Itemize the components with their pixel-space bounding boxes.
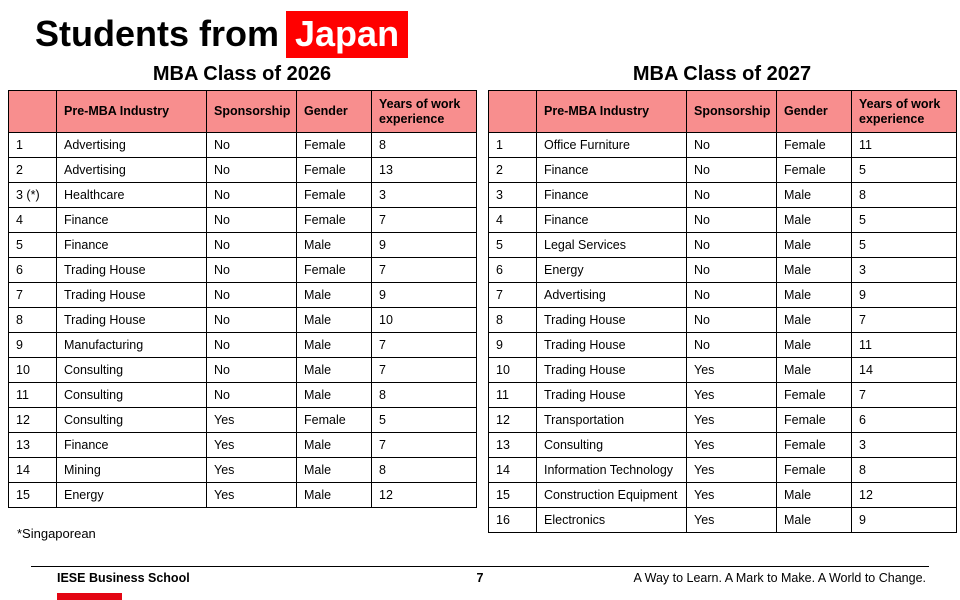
experience-cell: 13: [372, 158, 477, 183]
sponsorship-cell: Yes: [687, 483, 777, 508]
table-row: [489, 283, 957, 308]
students-table-2027: [488, 90, 957, 533]
table-caption-2027: MBA Class of 2027: [632, 63, 812, 85]
iese-logo: [57, 593, 122, 600]
table-row: [9, 258, 477, 283]
experience-cell: 5: [852, 158, 957, 183]
sponsorship-cell: Yes: [687, 508, 777, 533]
column-header: Pre-MBA Industry: [537, 91, 687, 133]
table-row: [489, 383, 957, 408]
gender-cell: Male: [777, 183, 852, 208]
column-header: [489, 91, 537, 133]
industry-cell: Consulting: [57, 383, 207, 408]
experience-cell: 8: [372, 383, 477, 408]
sponsorship-cell: No: [687, 333, 777, 358]
gender-cell: Male: [297, 333, 372, 358]
experience-cell: 8: [372, 133, 477, 158]
sponsorship-cell: No: [207, 158, 297, 183]
table-row: [9, 408, 477, 433]
footer-organization: IESE Business School: [57, 571, 190, 585]
gender-cell: Male: [297, 358, 372, 383]
row-number-cell: 9: [489, 333, 537, 358]
sponsorship-cell: No: [207, 383, 297, 408]
gender-cell: Male: [777, 283, 852, 308]
sponsorship-cell: No: [687, 308, 777, 333]
sponsorship-cell: No: [207, 233, 297, 258]
row-number-cell: 10: [489, 358, 537, 383]
column-header: Sponsorship: [207, 91, 297, 133]
experience-cell: 11: [852, 133, 957, 158]
industry-cell: Trading House: [57, 283, 207, 308]
row-number-cell: 1: [489, 133, 537, 158]
sponsorship-cell: No: [687, 183, 777, 208]
gender-cell: Male: [297, 483, 372, 508]
table-row: [9, 308, 477, 333]
row-number-cell: 2: [9, 158, 57, 183]
sponsorship-cell: Yes: [207, 458, 297, 483]
experience-cell: 7: [852, 383, 957, 408]
experience-cell: 7: [372, 333, 477, 358]
row-number-cell: 4: [9, 208, 57, 233]
gender-cell: Male: [777, 233, 852, 258]
industry-cell: Mining: [57, 458, 207, 483]
sponsorship-cell: No: [207, 308, 297, 333]
gender-cell: Female: [777, 383, 852, 408]
row-number-cell: 13: [489, 433, 537, 458]
experience-cell: 5: [852, 208, 957, 233]
industry-cell: Trading House: [537, 333, 687, 358]
column-header: [9, 91, 57, 133]
industry-cell: Trading House: [57, 308, 207, 333]
industry-cell: Trading House: [537, 383, 687, 408]
table-row: [489, 508, 957, 533]
table-row: [9, 183, 477, 208]
industry-cell: Information Technology: [537, 458, 687, 483]
row-number-cell: 3: [489, 183, 537, 208]
table-row: [9, 358, 477, 383]
sponsorship-cell: No: [687, 258, 777, 283]
gender-cell: Male: [297, 308, 372, 333]
row-number-cell: 5: [9, 233, 57, 258]
table-row: [9, 283, 477, 308]
row-number-cell: 3 (*): [9, 183, 57, 208]
gender-cell: Male: [297, 233, 372, 258]
gender-cell: Female: [777, 133, 852, 158]
sponsorship-cell: No: [207, 333, 297, 358]
experience-cell: 10: [372, 308, 477, 333]
sponsorship-cell: Yes: [207, 433, 297, 458]
table-row: [489, 158, 957, 183]
industry-cell: Advertising: [537, 283, 687, 308]
row-number-cell: 11: [489, 383, 537, 408]
experience-cell: 7: [372, 433, 477, 458]
column-header: Gender: [777, 91, 852, 133]
industry-cell: Finance: [57, 433, 207, 458]
row-number-cell: 12: [489, 408, 537, 433]
experience-cell: 14: [852, 358, 957, 383]
gender-cell: Male: [777, 258, 852, 283]
row-number-cell: 8: [9, 308, 57, 333]
row-number-cell: 8: [489, 308, 537, 333]
table-row: [489, 333, 957, 358]
industry-cell: Office Furniture: [537, 133, 687, 158]
experience-cell: 9: [372, 233, 477, 258]
row-number-cell: 15: [489, 483, 537, 508]
footnote: *Singaporean: [17, 526, 96, 541]
table-row: [9, 133, 477, 158]
row-number-cell: 6: [9, 258, 57, 283]
industry-cell: Advertising: [57, 133, 207, 158]
gender-cell: Male: [777, 358, 852, 383]
industry-cell: Consulting: [57, 358, 207, 383]
table-row: [9, 158, 477, 183]
industry-cell: Consulting: [57, 408, 207, 433]
sponsorship-cell: No: [687, 283, 777, 308]
sponsorship-cell: Yes: [687, 358, 777, 383]
gender-cell: Female: [777, 458, 852, 483]
table-row: [489, 483, 957, 508]
gender-cell: Female: [297, 133, 372, 158]
industry-cell: Trading House: [537, 308, 687, 333]
gender-cell: Male: [297, 433, 372, 458]
gender-cell: Female: [777, 408, 852, 433]
column-header: Pre-MBA Industry: [57, 91, 207, 133]
row-number-cell: 11: [9, 383, 57, 408]
sponsorship-cell: No: [207, 258, 297, 283]
table-row: [489, 233, 957, 258]
industry-cell: Healthcare: [57, 183, 207, 208]
experience-cell: 8: [852, 458, 957, 483]
table-row: [9, 333, 477, 358]
table-row: [9, 233, 477, 258]
row-number-cell: 15: [9, 483, 57, 508]
industry-cell: Legal Services: [537, 233, 687, 258]
industry-cell: Finance: [57, 208, 207, 233]
gender-cell: Male: [297, 383, 372, 408]
row-number-cell: 7: [9, 283, 57, 308]
experience-cell: 12: [852, 483, 957, 508]
experience-cell: 11: [852, 333, 957, 358]
industry-cell: Manufacturing: [57, 333, 207, 358]
gender-cell: Male: [777, 333, 852, 358]
industry-cell: Finance: [537, 158, 687, 183]
table-caption-2026: MBA Class of 2026: [152, 63, 332, 85]
industry-cell: Trading House: [57, 258, 207, 283]
column-header: Gender: [297, 91, 372, 133]
table-row: [489, 433, 957, 458]
row-number-cell: 16: [489, 508, 537, 533]
table-row: [489, 408, 957, 433]
table-row: [489, 308, 957, 333]
sponsorship-cell: No: [687, 133, 777, 158]
gender-cell: Male: [297, 458, 372, 483]
row-number-cell: 14: [489, 458, 537, 483]
gender-cell: Male: [297, 283, 372, 308]
sponsorship-cell: Yes: [207, 408, 297, 433]
row-number-cell: 5: [489, 233, 537, 258]
row-number-cell: 10: [9, 358, 57, 383]
row-number-cell: 14: [9, 458, 57, 483]
header-row: [9, 91, 477, 133]
column-header: Sponsorship: [687, 91, 777, 133]
page-number: 7: [476, 571, 484, 585]
sponsorship-cell: No: [207, 133, 297, 158]
industry-cell: Consulting: [537, 433, 687, 458]
gender-cell: Male: [777, 483, 852, 508]
column-header: Years of work experience: [852, 91, 957, 133]
gender-cell: Male: [777, 208, 852, 233]
experience-cell: 7: [852, 308, 957, 333]
table-row: [9, 383, 477, 408]
page-title: [35, 11, 408, 57]
students-table-2026: [8, 90, 477, 508]
row-number-cell: 2: [489, 158, 537, 183]
experience-cell: 7: [372, 258, 477, 283]
sponsorship-cell: Yes: [687, 408, 777, 433]
industry-cell: Construction Equipment: [537, 483, 687, 508]
experience-cell: 12: [372, 483, 477, 508]
sponsorship-cell: No: [207, 183, 297, 208]
title-highlight: Japan: [286, 11, 408, 58]
table-row: [489, 358, 957, 383]
experience-cell: 3: [852, 433, 957, 458]
experience-cell: 5: [372, 408, 477, 433]
table-row: [489, 458, 957, 483]
sponsorship-cell: No: [687, 158, 777, 183]
experience-cell: 9: [852, 283, 957, 308]
footer: [0, 571, 960, 589]
table-row: [9, 208, 477, 233]
experience-cell: 8: [852, 183, 957, 208]
industry-cell: Advertising: [57, 158, 207, 183]
experience-cell: 6: [852, 408, 957, 433]
gender-cell: Female: [297, 208, 372, 233]
table-row: [489, 208, 957, 233]
sponsorship-cell: Yes: [207, 483, 297, 508]
table-row: [489, 258, 957, 283]
industry-cell: Finance: [537, 183, 687, 208]
sponsorship-cell: Yes: [687, 383, 777, 408]
row-number-cell: 9: [9, 333, 57, 358]
sponsorship-cell: No: [207, 358, 297, 383]
gender-cell: Female: [297, 408, 372, 433]
table-row: [9, 483, 477, 508]
sponsorship-cell: No: [687, 208, 777, 233]
row-number-cell: 4: [489, 208, 537, 233]
footer-tagline: A Way to Learn. A Mark to Make. A World to Change.: [633, 571, 926, 585]
row-number-cell: 12: [9, 408, 57, 433]
experience-cell: 7: [372, 358, 477, 383]
experience-cell: 7: [372, 208, 477, 233]
experience-cell: 3: [372, 183, 477, 208]
experience-cell: 9: [372, 283, 477, 308]
gender-cell: Male: [777, 308, 852, 333]
experience-cell: 8: [372, 458, 477, 483]
footer-divider: [31, 566, 929, 567]
industry-cell: Electronics: [537, 508, 687, 533]
sponsorship-cell: No: [207, 208, 297, 233]
sponsorship-cell: Yes: [687, 433, 777, 458]
industry-cell: Transportation: [537, 408, 687, 433]
table-row: [9, 458, 477, 483]
column-header: Years of work experience: [372, 91, 477, 133]
gender-cell: Female: [297, 158, 372, 183]
industry-cell: Trading House: [537, 358, 687, 383]
table-section-class-2027: [488, 62, 956, 533]
industry-cell: Energy: [57, 483, 207, 508]
row-number-cell: 7: [489, 283, 537, 308]
table-section-class-2026: [8, 62, 476, 508]
gender-cell: Female: [297, 258, 372, 283]
experience-cell: 3: [852, 258, 957, 283]
industry-cell: Energy: [537, 258, 687, 283]
header-row: [489, 91, 957, 133]
gender-cell: Female: [297, 183, 372, 208]
industry-cell: Finance: [57, 233, 207, 258]
table-row: [9, 433, 477, 458]
row-number-cell: 1: [9, 133, 57, 158]
row-number-cell: 6: [489, 258, 537, 283]
table-row: [489, 133, 957, 158]
row-number-cell: 13: [9, 433, 57, 458]
experience-cell: 5: [852, 233, 957, 258]
gender-cell: Male: [777, 508, 852, 533]
sponsorship-cell: Yes: [687, 458, 777, 483]
title-text: Students from: [35, 13, 280, 54]
gender-cell: Female: [777, 433, 852, 458]
sponsorship-cell: No: [207, 283, 297, 308]
gender-cell: Female: [777, 158, 852, 183]
table-row: [489, 183, 957, 208]
sponsorship-cell: No: [687, 233, 777, 258]
experience-cell: 9: [852, 508, 957, 533]
industry-cell: Finance: [537, 208, 687, 233]
